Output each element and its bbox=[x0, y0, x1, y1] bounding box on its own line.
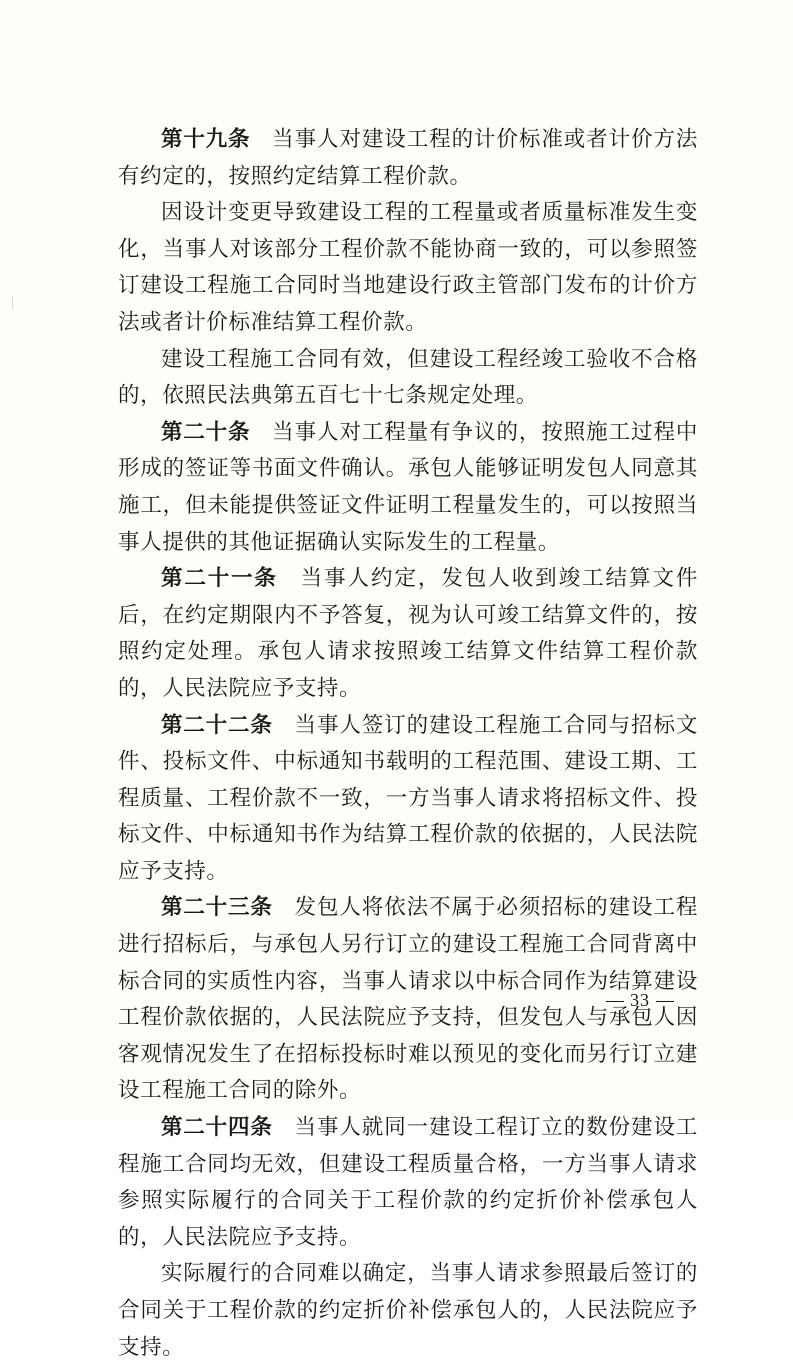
paragraph-article-21 bbox=[118, 561, 698, 707]
binding-mark bbox=[12, 296, 13, 310]
paragraph bbox=[118, 1256, 698, 1366]
article-number: 第二十四条 bbox=[161, 1115, 273, 1141]
paragraph-article-22 bbox=[118, 708, 698, 891]
page-number-dash-left bbox=[606, 1001, 624, 1002]
article-number: 第二十一条 bbox=[161, 566, 278, 592]
paragraph-article-20 bbox=[118, 415, 698, 561]
paragraph-text: 当事人对建设工程的计价标准或者计价方法有约定的，按照约定结算工程价款。 bbox=[118, 127, 698, 189]
paragraph-text: 实际履行的合同难以确定，当事人请求参照最后签订的合同关于工程价款的约定折价补偿承包人的，人民法院应予支持。 bbox=[118, 1261, 698, 1360]
paragraph-text: 建设工程施工合同有效，但建设工程经竣工验收不合格的，依照民法典第五百七十七条规定处理。 bbox=[118, 346, 698, 409]
article-number: 第二十条 bbox=[161, 419, 251, 445]
paragraph-text: 因设计变更导致建设工程的工程量或者质量标准发生变化，当事人对该部分工程价款不能协商一致的，可以参照签订建设工程施工合同时当地建设行政主管部门发布的计价方法或者计价标准结算工程价款。 bbox=[118, 200, 698, 335]
article-number: 第二十二条 bbox=[161, 712, 273, 738]
paragraph-text: 发包人将依法不属于必须招标的建设工程进行招标后，与承包人另行订立的建设工程施工合同背离中标合同的实质性内容，当事人请求以中标合同作为结算建设工程价款依据的，人民法院应予支持，但发包人与承包人因客观情况发生了在招标投标时难以预见的变化而另行订立建设工程施工合同的除外。 bbox=[118, 895, 698, 1104]
paragraph-text: 当事人对工程量有争议的，按照施工过程中形成的签证等书面文件确认。承包人能够证明发包人同意其施工，但未能提供签证文件证明工程量发生的，可以按照当事人提供的其他证据确认实际发生的工程量。 bbox=[118, 419, 698, 555]
paragraph-text: 当事人签订的建设工程施工合同与招标文件、投标文件、中标通知书载明的工程范围、建设工期、工程质量、工程价款不一致，一方当事人请求将招标文件、投标文件、中标通知书作为结算工程价款的依据的，人民法院应予支持。 bbox=[118, 712, 698, 884]
article-number: 第二十三条 bbox=[161, 895, 273, 921]
page-number-value: 33 bbox=[630, 990, 650, 1010]
paragraph-text: 当事人约定，发包人收到竣工结算文件后，在约定期限内不予答复，视为认可竣工结算文件的，按照约定处理。承包人请求按照竣工结算文件结算工程价款的，人民法院应予支持。 bbox=[118, 566, 698, 701]
page-number-dash-right bbox=[656, 1001, 674, 1002]
article-number: 第十九条 bbox=[161, 127, 251, 152]
paragraph-article-19 bbox=[118, 122, 698, 195]
paragraph-article-24 bbox=[118, 1110, 698, 1256]
paragraph bbox=[118, 195, 698, 341]
paragraph-text: 当事人就同一建设工程订立的数份建设工程施工合同均无效，但建设工程质量合格，一方当事人请求参照实际履行的合同关于工程价款的约定折价补偿承包人的，人民法院应予支持。 bbox=[118, 1115, 698, 1250]
body-text bbox=[118, 122, 698, 1366]
paragraph bbox=[118, 342, 698, 415]
page-number bbox=[600, 990, 680, 1011]
